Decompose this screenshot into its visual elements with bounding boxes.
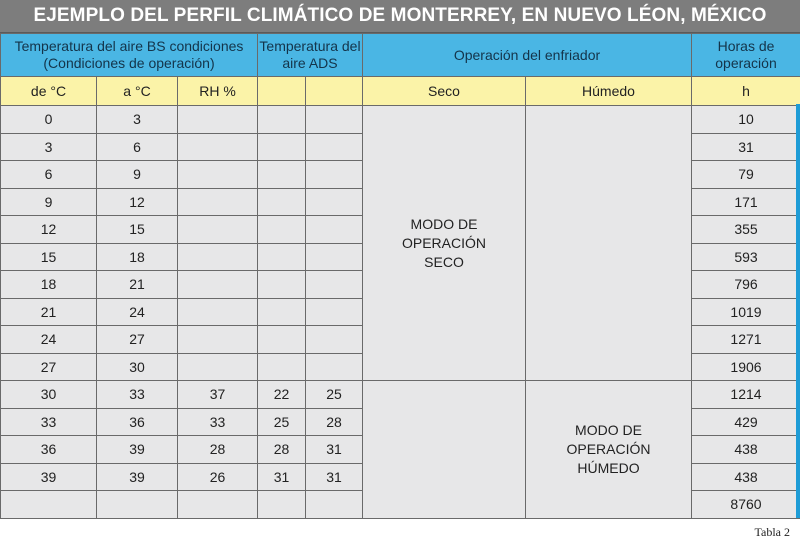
wet-mode-cell [526,381,692,519]
cell-from: 36 [1,436,97,464]
cell-from: 39 [1,463,97,491]
cell-hours: 796 [692,271,800,299]
cell-ads-1: 22 [258,381,306,409]
cell-ads-2 [306,216,363,244]
cell-from: 12 [1,216,97,244]
header-cooler-operation: Operación del enfriador [363,34,692,77]
subheader-ads-2 [306,77,363,106]
cell-ads-2: 25 [306,381,363,409]
cell-ads-1 [258,353,306,381]
cell-hours: 171 [692,188,800,216]
cell-to: 21 [97,271,178,299]
cell-from: 30 [1,381,97,409]
cell-from: 15 [1,243,97,271]
climate-profile-table [0,33,800,519]
cell-ads-1 [258,243,306,271]
cell-ads-2 [306,326,363,354]
cell-to: 9 [97,161,178,189]
cell-rh [178,161,258,189]
cell-hours: 429 [692,408,800,436]
cell-hours: 1214 [692,381,800,409]
cell-to: 27 [97,326,178,354]
subheader-ads-1 [258,77,306,106]
header-bs-temperature: Temperatura del aire BS condiciones (Condiciones de operación) [1,34,258,77]
cell-from: 6 [1,161,97,189]
cell-ads-1 [258,188,306,216]
cell-rh [178,188,258,216]
cell-rh [178,133,258,161]
cell-hours-total: 8760 [692,491,800,519]
cell-hours: 1019 [692,298,800,326]
table-row [1,106,800,134]
cell-ads-1: 31 [258,463,306,491]
cell-ads-2 [306,161,363,189]
cell-to: 6 [97,133,178,161]
cell-ads-1 [258,326,306,354]
cell-to: 3 [97,106,178,134]
cell-ads-1 [258,133,306,161]
cell-ads-1 [258,491,306,519]
cell-from: 18 [1,271,97,299]
table-caption: Tabla 2 [754,525,790,539]
header-ads-temperature: Temperatura del aire ADS [258,34,363,77]
cell-hours: 438 [692,463,800,491]
cell-ads-2: 28 [306,408,363,436]
dry-wet-blank-cell [526,106,692,381]
cell-hours: 79 [692,161,800,189]
page-edge-accent [796,104,800,518]
cell-to: 36 [97,408,178,436]
cell-ads-2 [306,298,363,326]
cell-rh: 37 [178,381,258,409]
cell-ads-2 [306,133,363,161]
subheader-hours-unit: h [692,77,800,106]
cell-rh [178,216,258,244]
wet-dry-blank-cell [363,381,526,519]
cell-from: 24 [1,326,97,354]
cell-from: 33 [1,408,97,436]
dry-mode-cell [363,106,526,381]
cell-ads-2 [306,353,363,381]
cell-rh [178,243,258,271]
cell-to: 30 [97,353,178,381]
table-title: EJEMPLO DEL PERFIL CLIMÁTICO DE MONTERREY, EN NUEVO LÉON, MÉXICO [0,0,800,33]
subheader-from: de °C [1,77,97,106]
cell-ads-2 [306,106,363,134]
cell-rh [178,106,258,134]
cell-rh [178,491,258,519]
cell-to: 18 [97,243,178,271]
cell-hours: 438 [692,436,800,464]
cell-from: 27 [1,353,97,381]
cell-ads-2: 31 [306,463,363,491]
subheader-to: a °C [97,77,178,106]
cell-hours: 31 [692,133,800,161]
cell-rh: 26 [178,463,258,491]
cell-to: 33 [97,381,178,409]
cell-ads-1 [258,216,306,244]
cell-to: 15 [97,216,178,244]
cell-rh [178,326,258,354]
cell-ads-2 [306,188,363,216]
cell-to [97,491,178,519]
wet-mode-label: MODO DE OPERACIÓN HÚMEDO [566,421,651,476]
cell-rh: 28 [178,436,258,464]
cell-ads-2: 31 [306,436,363,464]
cell-ads-2 [306,243,363,271]
cell-from: 0 [1,106,97,134]
cell-rh: 33 [178,408,258,436]
cell-hours: 593 [692,243,800,271]
cell-to: 24 [97,298,178,326]
dry-mode-label: MODO DE OPERACIÓN SECO [401,215,486,270]
header-operating-hours: Horas de operación [692,34,800,77]
cell-from [1,491,97,519]
cell-to: 39 [97,436,178,464]
cell-hours: 355 [692,216,800,244]
cell-ads-1: 28 [258,436,306,464]
cell-from: 9 [1,188,97,216]
cell-ads-2 [306,491,363,519]
cell-rh [178,271,258,299]
cell-ads-1 [258,161,306,189]
cell-hours: 10 [692,106,800,134]
cell-to: 39 [97,463,178,491]
cell-ads-1 [258,298,306,326]
table-row [1,381,800,409]
cell-hours: 1271 [692,326,800,354]
subheader-dry: Seco [363,77,526,106]
cell-ads-1: 25 [258,408,306,436]
cell-rh [178,298,258,326]
cell-from: 21 [1,298,97,326]
subheader-rh: RH % [178,77,258,106]
cell-rh [178,353,258,381]
cell-ads-1 [258,106,306,134]
cell-to: 12 [97,188,178,216]
cell-hours: 1906 [692,353,800,381]
subheader-wet: Húmedo [526,77,692,106]
cell-from: 3 [1,133,97,161]
cell-ads-2 [306,271,363,299]
cell-ads-1 [258,271,306,299]
